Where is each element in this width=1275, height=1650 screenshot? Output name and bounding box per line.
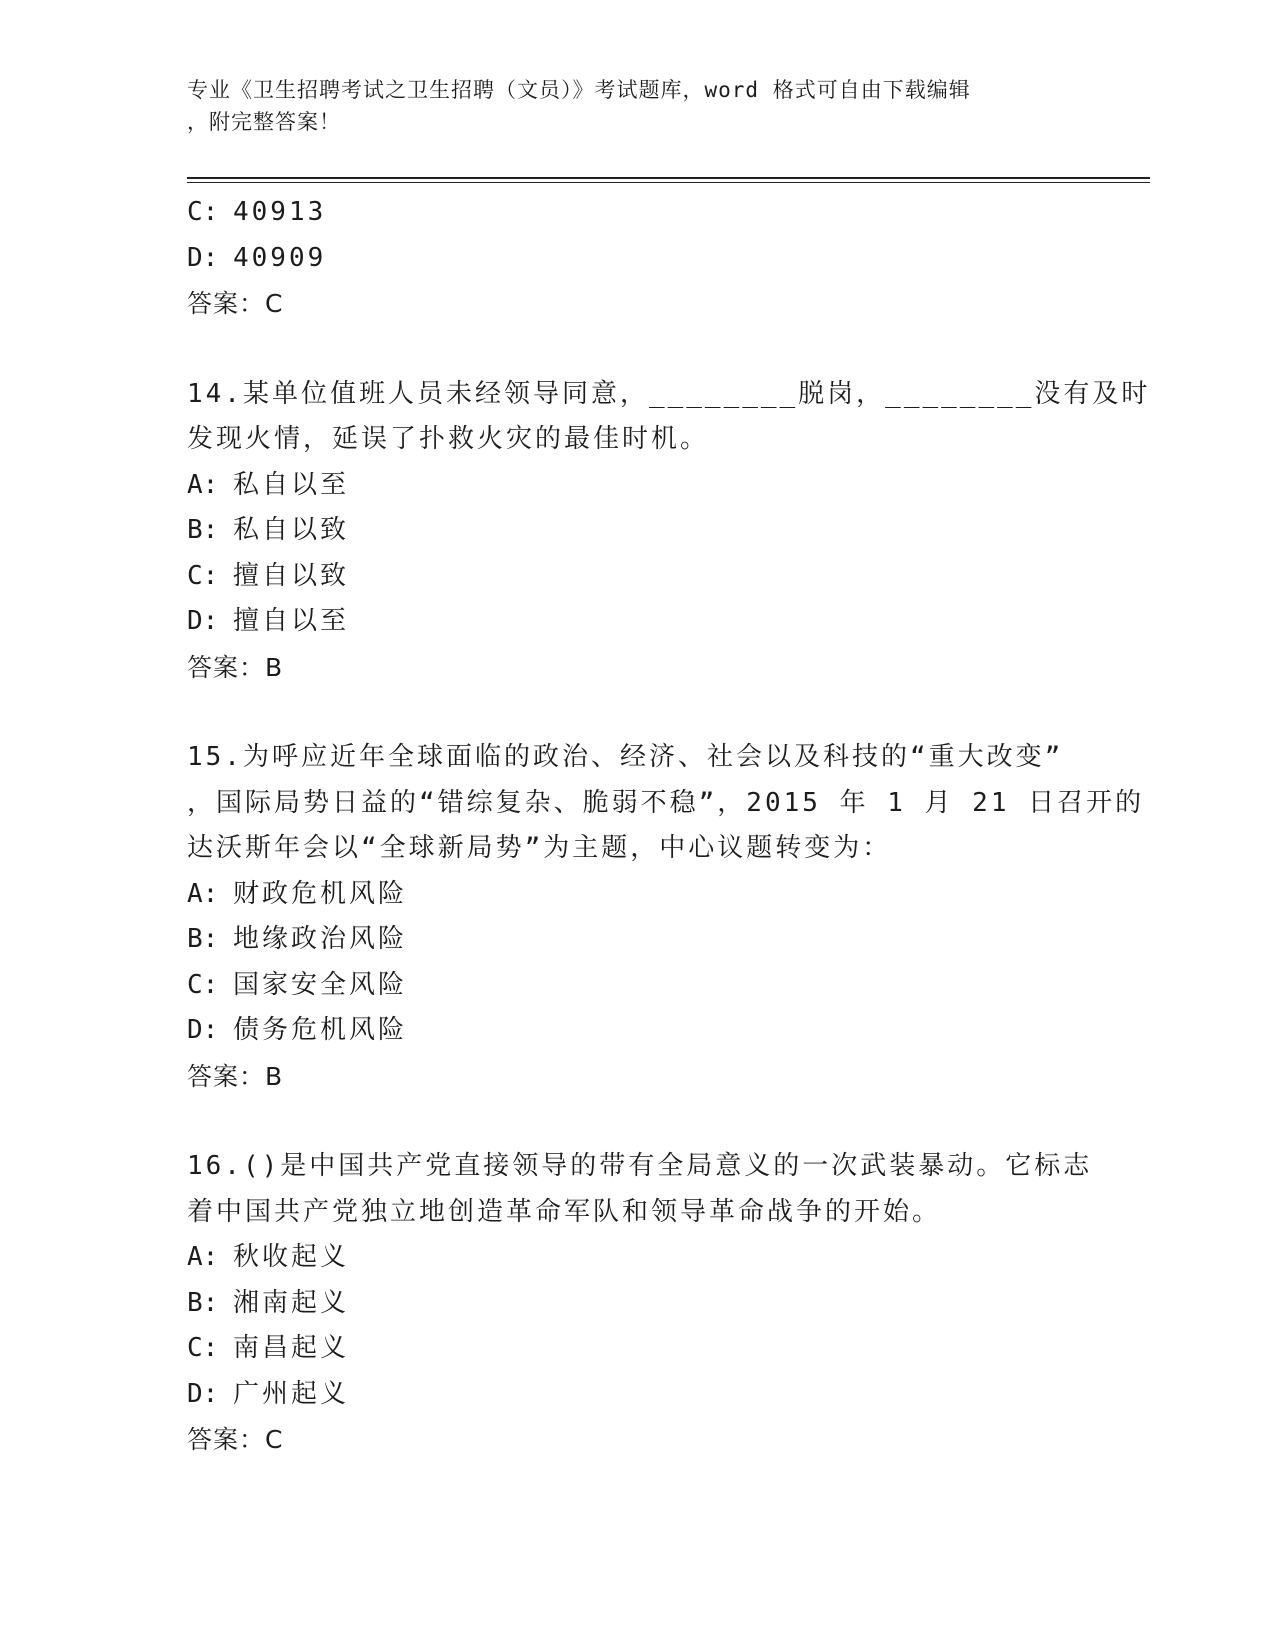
option-text: 湘南起义 (233, 1287, 350, 1318)
option-text: 40909 (233, 242, 327, 273)
option-row (187, 554, 1087, 600)
option-key: C: (187, 560, 219, 591)
question-stem-line: 14.某单位值班人员未经领导同意，________脱岗，________没有及时 (187, 378, 1151, 409)
option-key: C: (187, 969, 219, 1000)
option-text: 地缘政治风险 (233, 924, 408, 954)
answer-line: 答案：C (187, 289, 284, 318)
question-block-13 (187, 190, 1087, 327)
option-row (187, 1326, 1087, 1372)
option-text: 40913 (233, 197, 327, 227)
option-row (187, 872, 1087, 918)
header-rule-bottom (187, 182, 1150, 183)
option-key: A: (187, 469, 219, 500)
question-list (187, 190, 1151, 1463)
option-key: D: (187, 606, 219, 636)
option-row (187, 599, 1087, 645)
question-block-15 (187, 735, 1145, 1099)
question-stem-line: 着中国共产党独立地创造革命军队和领导革命战争的开始。 (187, 1196, 942, 1227)
option-key: D: (187, 242, 219, 273)
option-row (187, 1235, 1087, 1281)
option-key: D: (187, 1378, 219, 1409)
option-text: 南昌起义 (233, 1333, 350, 1363)
option-row (187, 963, 1087, 1009)
option-key: D: (187, 1015, 219, 1045)
answer-line: 答案：B (187, 652, 284, 682)
option-row (187, 236, 1087, 282)
option-key: C: (187, 197, 219, 227)
document-header (187, 74, 1077, 138)
option-row (187, 1281, 1087, 1327)
option-key: B: (187, 924, 219, 954)
spacer (187, 327, 1087, 372)
option-text: 广州起义 (233, 1378, 350, 1409)
option-row (187, 1372, 1087, 1418)
option-text: 秋收起义 (233, 1242, 350, 1272)
question-block-16 (187, 1144, 1093, 1463)
option-key: A: (187, 1242, 219, 1272)
question-block-14 (187, 372, 1151, 691)
question-stem-line: 15.为呼应近年全球面临的政治、经济、社会以及科技的“重大改变” (187, 742, 1064, 772)
question-stem-line: 发现火情，延误了扑救火灾的最佳时机。 (187, 424, 710, 454)
header-line-1: 专业《卫生招聘考试之卫生招聘（文员）》考试题库，word 格式可自由下载编辑 (187, 78, 971, 102)
question-stem-line: 达沃斯年会以“全球新局势”为主题，中心议题转变为： (187, 833, 892, 863)
spacer (187, 1099, 1087, 1144)
option-row (187, 508, 1087, 554)
option-key: B: (187, 1287, 219, 1318)
option-text: 私自以致 (233, 515, 350, 545)
option-text: 擅自以致 (233, 560, 350, 591)
option-row (187, 190, 1087, 236)
option-row (187, 1008, 1087, 1054)
option-key: B: (187, 515, 219, 545)
answer-line: 答案：B (187, 1061, 284, 1091)
header-line-2: ，附完整答案！ (187, 110, 341, 134)
option-key: C: (187, 1333, 219, 1363)
option-key: A: (187, 878, 219, 909)
option-text: 财政危机风险 (233, 878, 408, 909)
spacer (187, 690, 1087, 735)
question-stem-line: 16.()是中国共产党直接领导的带有全局意义的一次武装暴动。它标志 (187, 1151, 1093, 1181)
header-rule-top (187, 177, 1150, 179)
option-row (187, 463, 1087, 509)
option-row (187, 917, 1087, 963)
option-text: 债务危机风险 (233, 1015, 408, 1045)
answer-line: 答案：C (187, 1425, 284, 1454)
question-stem-line: ，国际局势日益的“错综复杂、脆弱不稳”，2015 年 1 月 21 日召开的 (187, 787, 1145, 818)
option-text: 私自以至 (233, 469, 350, 500)
option-text: 国家安全风险 (233, 969, 408, 1000)
option-text: 擅自以至 (233, 606, 350, 636)
